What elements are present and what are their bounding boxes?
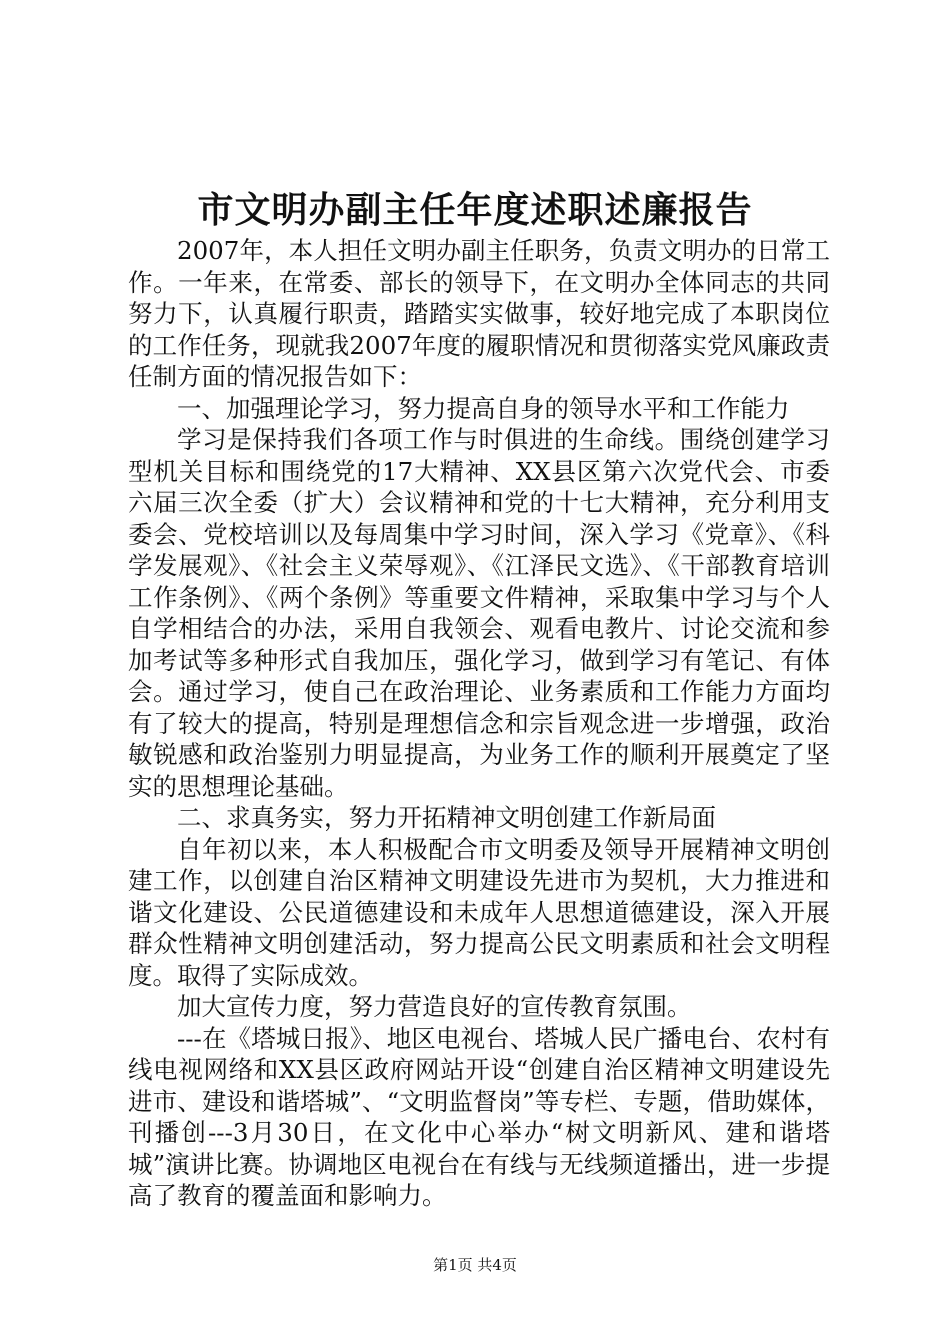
page-footer: 第1页 共4页 [433, 1256, 517, 1274]
body-paragraph: 自年初以来，本人积极配合市文明委及领导开展精神文明创建工作，以创建自治区精神文明建设先进市为契机，大力推进和谐文化建设、公民道德建设和未成年人思想道德建设，深入开展群众性精神文明创建活动，努力提高公民文明素质和社会文明程度。取得了实际成效。 [128, 834, 830, 990]
intro-paragraph: 2007年，本人担任文明办副主任职务，负责文明办的日常工作。一年来，在常委、部长的领导下，在文明办全体同志的共同努力下，认真履行职责，踏踏实实做事，较好地完成了本职岗位的工作任务，现就我2007年度的履职情况和贯彻落实党风廉政责任制方面的情况报告如下： [128, 236, 830, 391]
document-body [128, 235, 830, 1212]
document-title: 市文明办副主任年度述职述廉报告 [197, 189, 753, 231]
subheading: 加大宣传力度，努力营造良好的宣传教育氛围。 [177, 992, 692, 1021]
body-paragraph: 学习是保持我们各项工作与时俱进的生命线。围绕创建学习型机关目标和围绕党的17大精神、XX县区第六次党代会、市委六届三次全委（扩大）会议精神和党的十七大精神，充分利用支委会、党校培训以及每周集中学习时间，深入学习《党章》、《科学发展观》、《社会主义荣辱观》、《江泽民文选》、《干部教育培训工作条例》、《两个条例》等重要文件精神，采取集中学习与个人自学相结合的办法，采用自我领会、观看电教片、讨论交流和参加考试等多种形式自我加压，强化学习，做到学习有笔记、有体会。通过学习，使自己在政治理论、业务素质和工作能力方面均有了较大的提高，特别是理想信念和宗旨观念进一步增强，政治敏锐感和政治鉴别力明显提高，为业务工作的顺利开展奠定了坚实的思想理论基础。 [128, 425, 830, 801]
body-paragraph: ---在《塔城日报》、地区电视台、塔城人民广播电台、农村有线电视网络和XX县区政府网站开设“创建自治区精神文明建设先进市、建设和谐塔城”、“文明监督岗”等专栏、专题，借助媒体，刊播创---3月30日，在文化中心举办“树文明新风、建和谐塔城”演讲比赛。协调地区电视台在有线与无线频道播出，进一步提高了教育的覆盖面和影响力。 [128, 1023, 830, 1210]
section-heading-1: 一、加强理论学习，努力提高自身的领导水平和工作能力 [177, 393, 790, 423]
section-heading-2: 二、求真务实，努力开拓精神文明创建工作新局面 [177, 803, 716, 832]
